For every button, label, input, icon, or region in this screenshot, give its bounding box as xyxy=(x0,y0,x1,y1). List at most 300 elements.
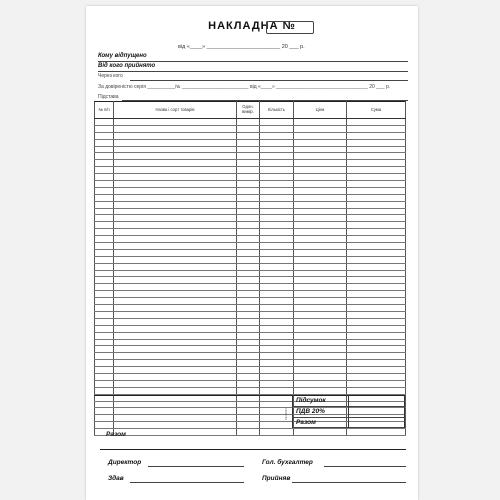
table-cell[interactable] xyxy=(347,174,406,181)
chief-accountant-signature-line[interactable] xyxy=(324,466,406,467)
table-cell[interactable] xyxy=(347,325,406,332)
table-cell[interactable] xyxy=(260,236,294,243)
table-cell[interactable] xyxy=(95,311,114,318)
table-cell[interactable] xyxy=(294,277,347,284)
table-cell[interactable] xyxy=(114,429,237,436)
table-cell[interactable] xyxy=(114,181,237,188)
table-cell[interactable] xyxy=(260,194,294,201)
through-whom-line[interactable] xyxy=(130,80,408,81)
table-row xyxy=(95,346,406,353)
table-cell[interactable] xyxy=(95,284,114,291)
table-cell[interactable] xyxy=(114,208,237,215)
table-cell[interactable] xyxy=(237,119,260,126)
table-cell[interactable] xyxy=(95,160,114,167)
table-cell[interactable] xyxy=(114,139,237,146)
table-cell[interactable] xyxy=(95,415,114,422)
table-cell[interactable] xyxy=(294,174,347,181)
table-cell[interactable] xyxy=(294,146,347,153)
table-cell[interactable] xyxy=(260,167,294,174)
table-cell[interactable] xyxy=(95,229,114,236)
table-cell[interactable] xyxy=(294,215,347,222)
table-cell[interactable] xyxy=(95,236,114,243)
table-cell[interactable] xyxy=(347,215,406,222)
table-cell[interactable] xyxy=(95,332,114,339)
table-cell[interactable] xyxy=(114,153,237,160)
table-cell[interactable] xyxy=(114,222,237,229)
table-cell[interactable] xyxy=(237,346,260,353)
table-cell[interactable] xyxy=(237,174,260,181)
table-cell[interactable] xyxy=(95,291,114,298)
table-cell[interactable] xyxy=(237,284,260,291)
table-cell[interactable] xyxy=(260,373,294,380)
table-cell[interactable] xyxy=(260,187,294,194)
table-cell[interactable] xyxy=(237,305,260,312)
table-cell[interactable] xyxy=(114,243,237,250)
table-cell[interactable] xyxy=(95,346,114,353)
table-cell[interactable] xyxy=(347,318,406,325)
table-cell[interactable] xyxy=(294,305,347,312)
table-cell[interactable] xyxy=(347,380,406,387)
table-cell[interactable] xyxy=(114,298,237,305)
table-row xyxy=(95,174,406,181)
table-cell[interactable] xyxy=(294,194,347,201)
table-cell[interactable] xyxy=(95,139,114,146)
table-cell[interactable] xyxy=(347,132,406,139)
table-cell[interactable] xyxy=(237,194,260,201)
table-cell[interactable] xyxy=(237,208,260,215)
table-cell[interactable] xyxy=(260,387,294,394)
table-row xyxy=(95,270,406,277)
table-cell[interactable] xyxy=(237,360,260,367)
table-cell[interactable] xyxy=(95,401,114,408)
table-cell[interactable] xyxy=(347,291,406,298)
table-cell[interactable] xyxy=(114,353,237,360)
table-cell[interactable] xyxy=(260,318,294,325)
chief-accountant-label: Гол. бухгалтер xyxy=(262,459,313,466)
table-cell[interactable] xyxy=(294,367,347,374)
table-cell[interactable] xyxy=(95,201,114,208)
table-cell[interactable] xyxy=(95,373,114,380)
table-cell[interactable] xyxy=(237,125,260,132)
table-cell[interactable] xyxy=(237,277,260,284)
table-cell[interactable] xyxy=(114,229,237,236)
table-cell[interactable] xyxy=(114,332,237,339)
table-row xyxy=(95,236,406,243)
table-cell[interactable] xyxy=(114,160,237,167)
table-cell[interactable] xyxy=(347,373,406,380)
table-cell[interactable] xyxy=(95,125,114,132)
table-cell[interactable] xyxy=(347,298,406,305)
table-cell[interactable] xyxy=(237,415,260,422)
table-cell[interactable] xyxy=(260,132,294,139)
table-cell[interactable] xyxy=(294,291,347,298)
table-cell[interactable] xyxy=(347,311,406,318)
table-cell[interactable] xyxy=(95,387,114,394)
table-cell[interactable] xyxy=(237,429,260,436)
table-cell[interactable] xyxy=(237,236,260,243)
table-cell[interactable] xyxy=(260,243,294,250)
table-cell[interactable] xyxy=(347,229,406,236)
table-cell[interactable] xyxy=(260,367,294,374)
table-cell[interactable] xyxy=(260,125,294,132)
form-title: НАКЛАДНА № xyxy=(208,20,296,32)
table-cell[interactable] xyxy=(95,339,114,346)
table-cell[interactable] xyxy=(237,408,260,415)
table-cell[interactable] xyxy=(347,249,406,256)
table-cell[interactable] xyxy=(95,249,114,256)
table-cell[interactable] xyxy=(95,146,114,153)
table-cell[interactable] xyxy=(294,311,347,318)
table-row xyxy=(95,167,406,174)
table-row xyxy=(95,415,406,422)
table-cell[interactable] xyxy=(260,256,294,263)
table-cell[interactable] xyxy=(347,201,406,208)
handed-over-label: Здав xyxy=(108,475,124,482)
table-cell[interactable] xyxy=(95,305,114,312)
table-cell[interactable] xyxy=(114,167,237,174)
table-cell[interactable] xyxy=(294,160,347,167)
table-cell[interactable] xyxy=(260,215,294,222)
table-cell[interactable] xyxy=(95,208,114,215)
received-signature-line[interactable] xyxy=(292,482,406,483)
table-cell[interactable] xyxy=(347,125,406,132)
table-cell[interactable] xyxy=(237,332,260,339)
table-cell[interactable] xyxy=(114,346,237,353)
totals-right-border xyxy=(404,395,405,428)
table-cell[interactable] xyxy=(347,305,406,312)
table-row xyxy=(95,201,406,208)
table-cell[interactable] xyxy=(237,243,260,250)
table-cell[interactable] xyxy=(114,373,237,380)
table-cell[interactable] xyxy=(294,249,347,256)
proxy-line: За довіреністю серія __________№ ________________________ від «____» _________________________________ 20 ___ р. xyxy=(98,84,391,90)
table-cell[interactable] xyxy=(237,153,260,160)
table-cell[interactable] xyxy=(347,339,406,346)
header-name: Назва і сорт товарів xyxy=(114,102,237,119)
items-table xyxy=(94,101,406,436)
table-cell[interactable] xyxy=(260,270,294,277)
table-cell[interactable] xyxy=(237,187,260,194)
invoice-date-line: від «____» ________________________ 20 ___ р. xyxy=(178,44,305,50)
table-cell[interactable] xyxy=(95,353,114,360)
table-cell[interactable] xyxy=(347,270,406,277)
table-cell[interactable] xyxy=(114,256,237,263)
table-cell[interactable] xyxy=(95,181,114,188)
table-cell[interactable] xyxy=(347,387,406,394)
table-cell[interactable] xyxy=(237,298,260,305)
table-cell[interactable] xyxy=(114,318,237,325)
table-cell[interactable] xyxy=(294,346,347,353)
table-cell[interactable] xyxy=(114,270,237,277)
table-cell[interactable] xyxy=(95,153,114,160)
table-cell[interactable] xyxy=(294,298,347,305)
table-cell[interactable] xyxy=(347,346,406,353)
table-cell[interactable] xyxy=(260,298,294,305)
table-cell[interactable] xyxy=(347,139,406,146)
table-cell[interactable] xyxy=(294,380,347,387)
table-cell[interactable] xyxy=(95,263,114,270)
table-cell[interactable] xyxy=(260,380,294,387)
table-cell[interactable] xyxy=(237,422,260,429)
table-cell[interactable] xyxy=(294,153,347,160)
handed-over-signature-line[interactable] xyxy=(130,482,244,483)
table-cell[interactable] xyxy=(114,277,237,284)
table-cell[interactable] xyxy=(114,360,237,367)
table-cell[interactable] xyxy=(294,256,347,263)
table-cell[interactable] xyxy=(237,353,260,360)
table-cell[interactable] xyxy=(260,429,294,436)
table-cell[interactable] xyxy=(260,201,294,208)
table-cell[interactable] xyxy=(237,263,260,270)
table-cell[interactable] xyxy=(347,367,406,374)
table-cell[interactable] xyxy=(347,415,406,422)
table-cell[interactable] xyxy=(347,222,406,229)
table-cell[interactable] xyxy=(294,125,347,132)
table-cell[interactable] xyxy=(114,215,237,222)
table-cell[interactable] xyxy=(114,408,237,415)
table-cell[interactable] xyxy=(294,429,347,436)
table-cell[interactable] xyxy=(294,243,347,250)
table-cell[interactable] xyxy=(260,339,294,346)
table-cell[interactable] xyxy=(347,119,406,126)
table-cell[interactable] xyxy=(294,119,347,126)
table-cell[interactable] xyxy=(237,270,260,277)
table-cell[interactable] xyxy=(260,284,294,291)
table-cell[interactable] xyxy=(347,277,406,284)
table-cell[interactable] xyxy=(260,119,294,126)
table-cell[interactable] xyxy=(260,153,294,160)
table-cell[interactable] xyxy=(260,263,294,270)
table-cell[interactable] xyxy=(95,277,114,284)
table-cell[interactable] xyxy=(347,181,406,188)
table-cell[interactable] xyxy=(347,167,406,174)
table-row xyxy=(95,153,406,160)
table-cell[interactable] xyxy=(260,139,294,146)
table-cell[interactable] xyxy=(95,318,114,325)
table-cell[interactable] xyxy=(260,160,294,167)
table-cell[interactable] xyxy=(294,181,347,188)
table-cell[interactable] xyxy=(237,222,260,229)
table-cell[interactable] xyxy=(260,174,294,181)
table-cell[interactable] xyxy=(95,243,114,250)
table-cell[interactable] xyxy=(237,215,260,222)
table-cell[interactable] xyxy=(260,249,294,256)
table-cell[interactable] xyxy=(294,325,347,332)
table-cell[interactable] xyxy=(95,325,114,332)
table-cell[interactable] xyxy=(114,194,237,201)
table-cell[interactable] xyxy=(95,187,114,194)
table-cell[interactable] xyxy=(347,332,406,339)
table-row xyxy=(95,367,406,374)
table-cell[interactable] xyxy=(114,201,237,208)
table-cell[interactable] xyxy=(294,263,347,270)
table-cell[interactable] xyxy=(260,291,294,298)
table-cell[interactable] xyxy=(114,236,237,243)
total-rule xyxy=(292,427,405,428)
table-cell[interactable] xyxy=(347,429,406,436)
received-label: Прийняв xyxy=(262,475,291,482)
table-cell[interactable] xyxy=(237,339,260,346)
table-cell[interactable] xyxy=(114,367,237,374)
table-cell[interactable] xyxy=(347,256,406,263)
table-cell[interactable] xyxy=(294,339,347,346)
table-cell[interactable] xyxy=(114,311,237,318)
table-cell[interactable] xyxy=(237,249,260,256)
table-cell[interactable] xyxy=(95,215,114,222)
table-row xyxy=(95,146,406,153)
table-cell[interactable] xyxy=(114,119,237,126)
table-cell[interactable] xyxy=(237,367,260,374)
table-row xyxy=(95,373,406,380)
table-cell[interactable] xyxy=(347,146,406,153)
table-cell[interactable] xyxy=(347,187,406,194)
table-cell[interactable] xyxy=(260,305,294,312)
table-cell[interactable] xyxy=(347,360,406,367)
table-cell[interactable] xyxy=(294,208,347,215)
table-cell[interactable] xyxy=(294,236,347,243)
table-cell[interactable] xyxy=(114,284,237,291)
table-cell[interactable] xyxy=(237,146,260,153)
table-cell[interactable] xyxy=(95,367,114,374)
table-cell[interactable] xyxy=(114,125,237,132)
table-row xyxy=(95,222,406,229)
table-cell[interactable] xyxy=(95,360,114,367)
table-cell[interactable] xyxy=(347,284,406,291)
table-cell[interactable] xyxy=(260,360,294,367)
footer-total-line[interactable] xyxy=(100,449,406,450)
table-cell[interactable] xyxy=(237,380,260,387)
table-cell[interactable] xyxy=(347,153,406,160)
table-cell[interactable] xyxy=(95,422,114,429)
table-cell[interactable] xyxy=(95,298,114,305)
table-cell[interactable] xyxy=(95,256,114,263)
table-cell[interactable] xyxy=(260,346,294,353)
table-cell[interactable] xyxy=(347,160,406,167)
table-cell[interactable] xyxy=(260,222,294,229)
table-cell[interactable] xyxy=(294,284,347,291)
table-cell[interactable] xyxy=(95,380,114,387)
table-cell[interactable] xyxy=(260,229,294,236)
header-sum: Сума xyxy=(347,102,406,119)
table-row xyxy=(95,139,406,146)
table-cell[interactable] xyxy=(347,263,406,270)
table-cell[interactable] xyxy=(294,353,347,360)
to-whom-line[interactable] xyxy=(98,61,408,62)
table-cell[interactable] xyxy=(260,353,294,360)
table-cell[interactable] xyxy=(114,291,237,298)
table-cell[interactable] xyxy=(347,194,406,201)
table-cell[interactable] xyxy=(347,408,406,415)
table-cell[interactable] xyxy=(294,222,347,229)
table-cell[interactable] xyxy=(260,325,294,332)
table-cell[interactable] xyxy=(114,401,237,408)
table-cell[interactable] xyxy=(114,146,237,153)
table-cell[interactable] xyxy=(95,174,114,181)
table-cell[interactable] xyxy=(114,422,237,429)
table-cell[interactable] xyxy=(294,373,347,380)
table-cell[interactable] xyxy=(294,229,347,236)
table-cell[interactable] xyxy=(237,201,260,208)
table-cell[interactable] xyxy=(294,360,347,367)
table-cell[interactable] xyxy=(114,263,237,270)
table-row xyxy=(95,125,406,132)
table-cell[interactable] xyxy=(114,387,237,394)
table-cell[interactable] xyxy=(260,332,294,339)
table-cell[interactable] xyxy=(237,291,260,298)
table-cell[interactable] xyxy=(294,270,347,277)
table-cell[interactable] xyxy=(347,236,406,243)
table-cell[interactable] xyxy=(114,415,237,422)
table-cell[interactable] xyxy=(114,305,237,312)
table-cell[interactable] xyxy=(294,332,347,339)
table-cell[interactable] xyxy=(114,339,237,346)
table-cell[interactable] xyxy=(114,325,237,332)
table-cell[interactable] xyxy=(114,174,237,181)
table-cell[interactable] xyxy=(294,387,347,394)
table-cell[interactable] xyxy=(114,187,237,194)
table-cell[interactable] xyxy=(237,401,260,408)
table-cell[interactable] xyxy=(294,318,347,325)
table-cell[interactable] xyxy=(237,256,260,263)
table-cell[interactable] xyxy=(95,270,114,277)
invoice-number-box[interactable] xyxy=(266,21,314,34)
table-cell[interactable] xyxy=(95,194,114,201)
table-cell[interactable] xyxy=(237,167,260,174)
table-cell[interactable] xyxy=(260,146,294,153)
table-cell[interactable] xyxy=(95,167,114,174)
table-cell[interactable] xyxy=(260,422,294,429)
table-cell[interactable] xyxy=(347,208,406,215)
table-cell[interactable] xyxy=(237,160,260,167)
table-cell[interactable] xyxy=(114,132,237,139)
table-cell[interactable] xyxy=(95,408,114,415)
table-cell[interactable] xyxy=(114,380,237,387)
table-cell[interactable] xyxy=(294,187,347,194)
from-whom-line[interactable] xyxy=(98,71,408,72)
table-row xyxy=(95,243,406,250)
table-cell[interactable] xyxy=(95,222,114,229)
through-whom-label: Через кого xyxy=(98,73,123,79)
table-cell[interactable] xyxy=(237,311,260,318)
table-cell[interactable] xyxy=(294,139,347,146)
table-cell[interactable] xyxy=(260,277,294,284)
table-cell[interactable] xyxy=(237,132,260,139)
header-quantity: Кількість xyxy=(260,102,294,119)
table-cell[interactable] xyxy=(294,201,347,208)
table-cell[interactable] xyxy=(237,318,260,325)
table-cell[interactable] xyxy=(347,353,406,360)
table-cell[interactable] xyxy=(114,249,237,256)
table-cell[interactable] xyxy=(237,229,260,236)
table-cell[interactable] xyxy=(237,325,260,332)
table-cell[interactable] xyxy=(294,132,347,139)
table-cell[interactable] xyxy=(237,181,260,188)
table-cell[interactable] xyxy=(260,208,294,215)
table-cell[interactable] xyxy=(347,243,406,250)
table-cell[interactable] xyxy=(237,387,260,394)
director-signature-line[interactable] xyxy=(148,466,244,467)
table-cell[interactable] xyxy=(260,181,294,188)
header-unit: Одон. вимір. xyxy=(237,102,260,119)
table-cell[interactable] xyxy=(294,167,347,174)
table-cell[interactable] xyxy=(95,132,114,139)
table-row xyxy=(95,229,406,236)
table-cell[interactable] xyxy=(95,119,114,126)
table-cell[interactable] xyxy=(237,373,260,380)
table-cell[interactable] xyxy=(260,311,294,318)
table-row xyxy=(95,353,406,360)
table-cell[interactable] xyxy=(237,139,260,146)
